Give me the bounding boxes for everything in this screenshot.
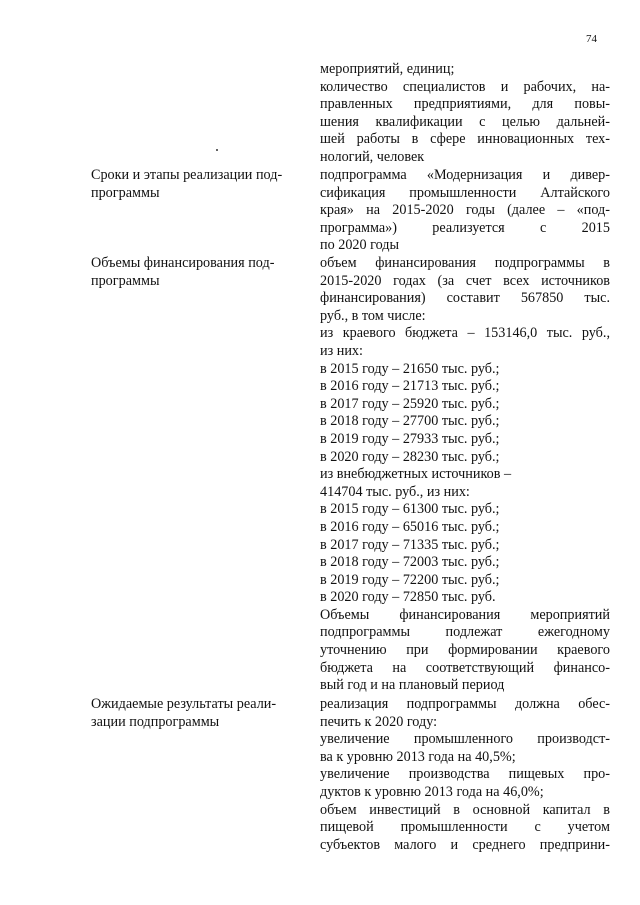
row-content [320,167,610,255]
content-line: Объемы финансирования мероприятий [320,606,610,623]
content-line: в 2020 году – 72850 тыс. руб. [320,589,496,606]
content-line: из краевого бюджета – 153146,0 тыс. руб., [320,325,610,342]
content-line: шей работы в сфере инновационных тех- [320,131,610,148]
row-label [91,696,301,731]
content-line: в 2015 году – 61300 тыс. руб.; [320,501,500,518]
content-line: в 2015 году – 21650 тыс. руб.; [320,360,500,377]
content-line: мероприятий, единиц; [320,61,455,77]
content-line: в 2016 году – 21713 тыс. руб.; [320,378,500,395]
content-line: сификация промышленности Алтайского [320,184,610,201]
row-content [320,61,610,167]
label-line: зации подпрограммы [91,713,220,730]
content-line: пищевой промышленности с учетом [320,819,610,836]
content-line: увеличение промышленного производст- [320,731,610,748]
content-line: из них: [320,342,363,359]
row-content [320,696,610,854]
stray-mark [216,149,218,151]
content-line: в 2019 году – 72200 тыс. руб.; [320,571,500,588]
content-line: руб., в том числе: [320,307,426,324]
content-line: объем инвестиций в основной капитал в [320,801,610,818]
row-label [91,167,301,202]
content-line: по 2020 годы [320,237,400,254]
content-line: бюджета на соответствующий финансо- [320,659,610,676]
content-line: из внебюджетных источников – [320,466,512,483]
content-line: количество специалистов и рабочих, на- [320,78,610,95]
content-line: подпрограмма «Модернизация и дивер- [320,167,610,183]
row-content [320,255,610,695]
content-line: нологий, человек [320,148,425,165]
content-line: в 2018 году – 72003 тыс. руб.; [320,554,500,571]
content-line: вый год и на плановый период [320,677,505,694]
content-line: в 2018 году – 27700 тыс. руб.; [320,413,500,430]
label-line: Сроки и этапы реализации под- [91,167,283,183]
content-line: субъектов малого и среднего предприни- [320,836,610,853]
content-line: края» на 2015-2020 годы (далее – «под- [320,202,610,219]
content-line: в 2017 году – 25920 тыс. руб.; [320,395,500,412]
content-line: реализация подпрограммы должна обес- [320,696,610,712]
content-line: уточнению при формировании краевого [320,642,610,659]
content-line: в 2020 году – 28230 тыс. руб.; [320,448,500,465]
content-line: программа») реализуется с 2015 [320,219,610,236]
label-line: Ожидаемые результаты реали- [91,696,277,712]
content-line: в 2017 году – 71335 тыс. руб.; [320,536,500,553]
content-line: в 2016 году – 65016 тыс. руб.; [320,518,500,535]
label-line: программы [91,272,160,289]
content-line: 2015-2020 годах (за счет всех источников [320,272,610,289]
content-line: дуктов к уровню 2013 года на 46,0%; [320,783,544,800]
label-line: Объемы финансирования под- [91,255,275,271]
row-label [91,255,301,290]
content-line: финансирования) составит 567850 тыс. [320,290,610,307]
label-line: программы [91,184,160,201]
content-line: подпрограммы подлежат ежегодному [320,624,610,641]
content-line: 414704 тыс. руб., из них: [320,483,470,500]
content-line: объем финансирования подпрограммы в [320,255,610,271]
content-line: шения квалификации с целью дальней- [320,113,610,130]
content-line: увеличение производства пищевых про- [320,766,610,783]
content-line: правленных предприятиями, для повы- [320,96,610,113]
content-line: печить к 2020 году: [320,713,438,730]
page-number: 74 [586,33,597,45]
content-line: в 2019 году – 27933 тыс. руб.; [320,430,500,447]
content-line: ва к уровню 2013 года на 40,5%; [320,748,516,765]
